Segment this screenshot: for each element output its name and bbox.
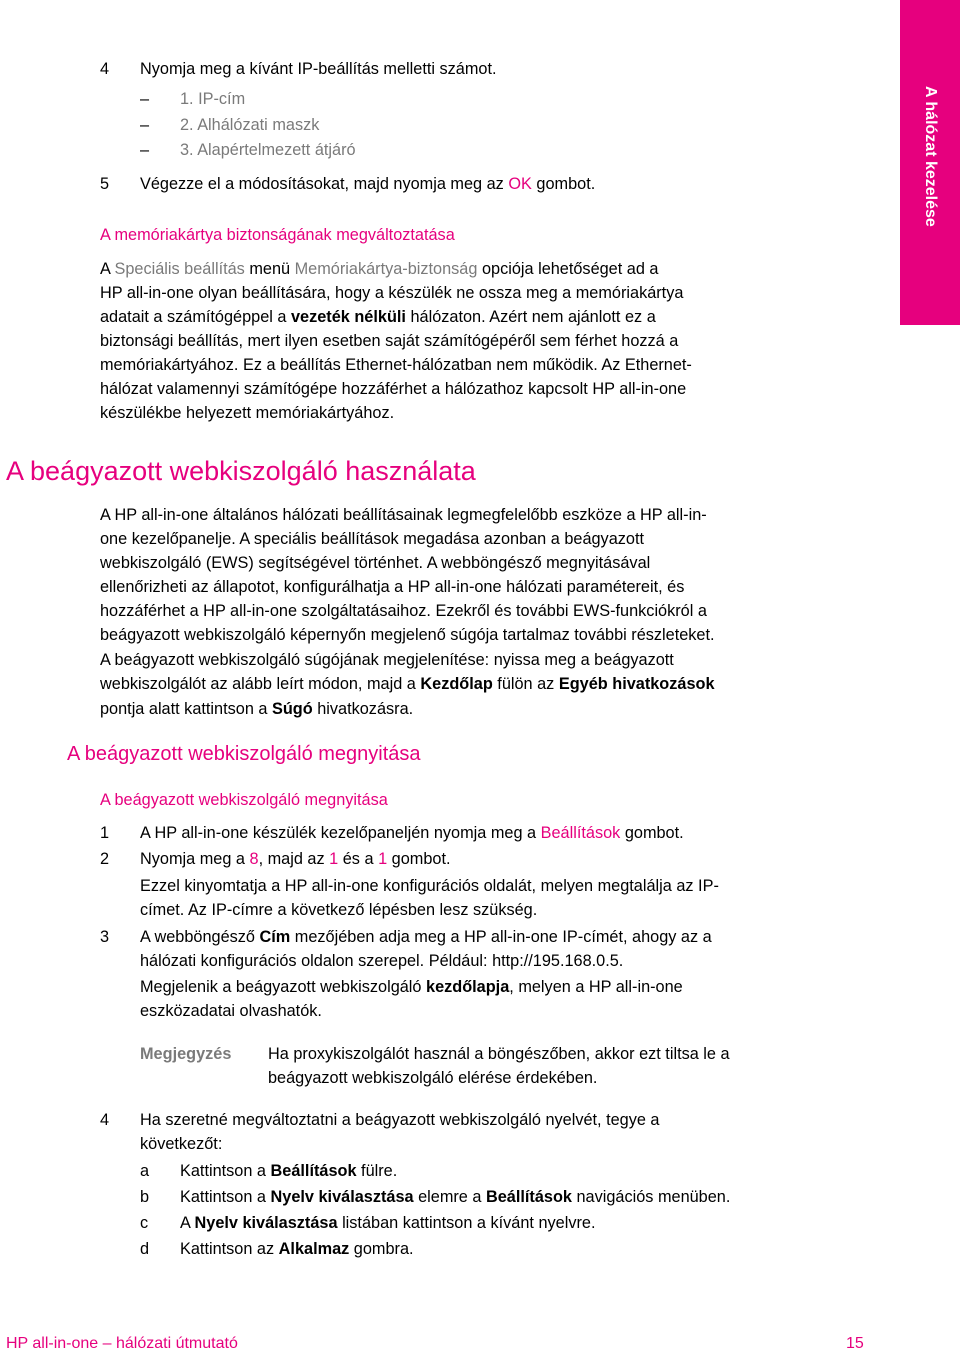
paragraph-line: hálózat valamennyi számítógépe hozzáférhet a hálózathoz kapcsolt HP all-in-one [100, 380, 687, 398]
step-text: Nyomja meg a 8, majd az 1 és a 1 gombot. [140, 850, 451, 868]
paragraph-line: A HP all-in-one általános hálózati beállításainak legmegfelelőbb eszköze a HP all-in- [100, 506, 707, 524]
substep-text: Kattintson a Nyelv kiválasztása elemre a Beállítások navigációs menüben. [180, 1188, 731, 1206]
step-number: 3 [100, 928, 110, 946]
paragraph-line: beágyazott webkiszolgáló képernyőn megjelenő súgója tartalmaz további részleteket. [100, 626, 715, 644]
procedure-title: A beágyazott webkiszolgáló megnyitása [100, 791, 388, 809]
note-label: Megjegyzés [140, 1045, 232, 1063]
side-tab-label: A hálózat kezelése [922, 86, 939, 227]
paragraph-line: A beágyazott webkiszolgáló súgójának megjelenítése: nyissa meg a beágyazott [100, 651, 674, 669]
step-text: hálózati konfigurációs oldalon szerepel. Például: http://195.168.0.5. [140, 952, 624, 970]
substep-text: A Nyelv kiválasztása listában kattintson a kívánt nyelvre. [180, 1214, 596, 1232]
substep-letter: c [140, 1214, 149, 1232]
dash-item: 3. Alapértelmezett átjáró [180, 141, 356, 159]
step-number: 1 [100, 824, 110, 842]
section-title: A beágyazott webkiszolgáló megnyitása [67, 743, 421, 765]
step-text: Megjelenik a beágyazott webkiszolgáló kezdőlapja, melyen a HP all-in-one [140, 978, 683, 996]
paragraph-line: webkiszolgálót az alább leírt módon, majd a Kezdőlap fülön az Egyéb hivatkozások [100, 675, 715, 693]
paragraph-line: HP all-in-one olyan beállítására, hogy a készülék ne ossza meg a memóriakártya [100, 284, 684, 302]
list-item-text: Nyomja meg a kívánt IP-beállítás melletti számot. [140, 60, 497, 78]
substep-text: Kattintson a Beállítások fülre. [180, 1162, 398, 1180]
paragraph-line: biztonsági beállítás, mert ilyen esetben saját számítógépéről sem férhet hozzá a [100, 332, 679, 350]
step-text: eszközadatai olvashatók. [140, 1002, 322, 1020]
paragraph-line: pontja alatt kattintson a Súgó hivatkozásra. [100, 700, 414, 718]
substep-letter: a [140, 1162, 150, 1180]
section-heading: A memóriakártya biztonságának megváltoztatása [100, 226, 455, 244]
dash-item: 1. IP-cím [180, 90, 246, 108]
paragraph-line: A Speciális beállítás menü Memóriakártya-biztonság opciója lehetőséget ad a [100, 260, 659, 278]
paragraph-line: webkiszolgáló (EWS) segítségével történhet. A webböngésző megnyitásával [100, 554, 651, 572]
step-number: 2 [100, 850, 110, 868]
dash-item: 2. Alhálózati maszk [180, 116, 320, 134]
dash: – [140, 141, 150, 159]
step-number: 4 [100, 1111, 110, 1129]
step-text: következőt: [140, 1135, 223, 1153]
paragraph-line: memóriakártyához. Ez a beállítás Ethernet-hálózatban nem működik. Az Ethernet- [100, 356, 692, 374]
ok-key: OK [508, 175, 532, 193]
footer-title: HP all-in-one – hálózati útmutató [6, 1335, 238, 1352]
note-text: Ha proxykiszolgálót használ a böngészőben, akkor ezt tiltsa le a [268, 1045, 730, 1063]
substep-text: Kattintson az Alkalmaz gombra. [180, 1240, 414, 1258]
list-number: 4 [100, 60, 110, 78]
substep-letter: b [140, 1188, 150, 1206]
step-text: A HP all-in-one készülék kezelőpaneljén nyomja meg a Beállítások gombot. [140, 824, 684, 842]
dash: – [140, 90, 150, 108]
list-item-text: Végezze el a módosításokat, majd nyomja meg az OK gombot. [140, 175, 596, 193]
page-number: 15 [846, 1335, 864, 1352]
substep-letter: d [140, 1240, 150, 1258]
paragraph-line: hozzáférhet a HP all-in-one szolgáltatásaihoz. Ezekről és további EWS-funkciókról a [100, 602, 707, 620]
paragraph-line: készülékbe helyezett memóriakártyához. [100, 404, 395, 422]
paragraph-line: adatait a számítógéppel a vezeték nélküli hálózaton. Azért nem ajánlott ez a [100, 308, 656, 326]
step-text: Ezzel kinyomtatja a HP all-in-one konfigurációs oldalát, melyen megtalálja az IP- [140, 877, 719, 895]
dash: – [140, 116, 150, 134]
section-side-tab [900, 0, 960, 325]
step-text: A webböngésző Cím mezőjében adja meg a HP all-in-one IP-címét, ahogy az a [140, 928, 712, 946]
paragraph-line: ellenőrizheti az állapotot, konfigurálhatja a HP all-in-one hálózati paramétereit, és [100, 578, 685, 596]
step-text: Ha szeretné megváltoztatni a beágyazott webkiszolgáló nyelvét, tegye a [140, 1111, 660, 1129]
step-text: címet. Az IP-címre a következő lépésben lesz szükség. [140, 901, 538, 919]
list-number: 5 [100, 175, 110, 193]
chapter-title: A beágyazott webkiszolgáló használata [6, 456, 476, 486]
note-text: beágyazott webkiszolgáló elérése érdekében. [268, 1069, 598, 1087]
paragraph-line: one kezelőpanelje. A speciális beállítások megadása azonban a beágyazott [100, 530, 644, 548]
